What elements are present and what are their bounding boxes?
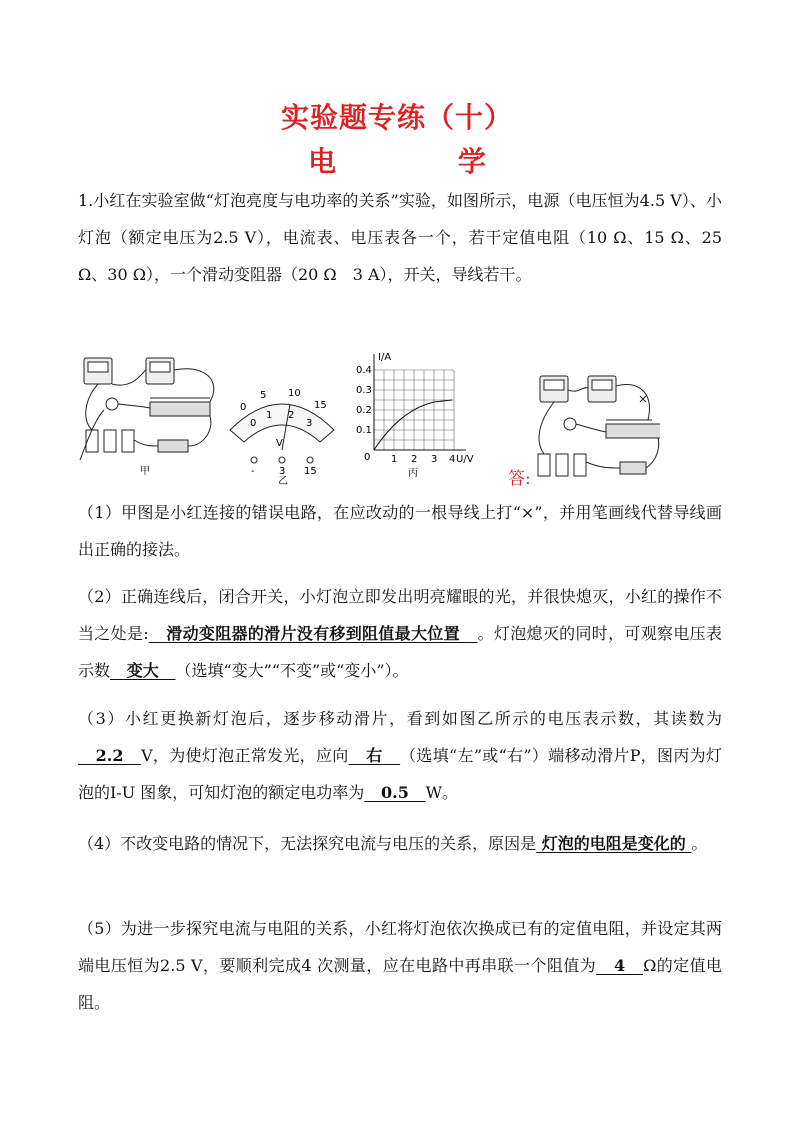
- voltmeter-tick-top-10: 10: [288, 388, 301, 399]
- iu-xtick-1: 2: [411, 454, 418, 465]
- circuit-diagram-jia: [74, 350, 224, 486]
- iu-origin: 0: [364, 452, 371, 463]
- iu-xtick-3: 4: [449, 454, 456, 465]
- part-2-text-c: （选填“变大”“不变”或“变小”）。: [175, 661, 409, 680]
- question-part-1: （1）甲图是小红连接的错误电路，在应改动的一根导线上打“×”，并用笔画线代替导线画出正确的接法。: [78, 503, 722, 559]
- figure-caption-yi: 乙: [278, 476, 288, 486]
- iu-ytick-2: 0.2: [356, 405, 372, 416]
- question-part-2: [78, 578, 722, 689]
- part-5-text-a: （5）为进一步探究电流与电阻的关系，小红将灯泡依次换成已有的定值电阻，并设定其两端电压恒为2.5 V，要顺利完成4 次测量，应在电路中再串联一个阻值为: [78, 919, 722, 975]
- page-subtitle: 电 学: [308, 145, 542, 178]
- answer-label: 答:: [508, 469, 531, 489]
- question-part-4: [78, 825, 722, 862]
- iu-xtick-2: 3: [431, 454, 438, 465]
- iu-xlabel: U/V: [456, 454, 474, 465]
- part-2-text-a: （2）正确连线后，闭合开关，小灯泡立即发出明亮耀眼的光，并很快熄灭，小红的操作不当之处是:: [78, 587, 722, 643]
- iu-graph-bing: [352, 350, 482, 486]
- voltmeter-tick-bottom-3: 3: [306, 418, 313, 429]
- iu-ytick-1: 0.3: [356, 385, 372, 396]
- voltmeter-tick-bottom-0: 0: [250, 418, 257, 429]
- circuit-diagram-answer: [520, 350, 660, 486]
- answer-4: 灯泡的电阻是变化的: [536, 834, 692, 853]
- figure-caption-bing: 丙: [408, 468, 418, 479]
- voltmeter-diagram-yi: [226, 384, 338, 486]
- answer-3-3: 0.5: [364, 783, 426, 802]
- answer-3-2: 右: [348, 746, 401, 765]
- page-title: 实验题专练（十）: [280, 101, 513, 134]
- part-4-text-b: 。: [691, 834, 708, 853]
- iu-ytick-3: 0.1: [356, 425, 372, 436]
- voltmeter-tick-bottom-1: 1: [266, 410, 273, 421]
- voltmeter-tick-top-0: 0: [240, 402, 247, 413]
- answer-3-1: 2.2: [78, 746, 142, 765]
- part-4-text-a: （4）不改变电路的情况下，无法探究电流与电压的关系，原因是: [78, 834, 537, 853]
- figure-row: [74, 350, 724, 489]
- voltmeter-unit: V: [276, 438, 283, 449]
- part-3-text-a: （3）小红更换新灯泡后，逐步移动滑片，看到如图乙所示的电压表示数，其读数为: [78, 709, 722, 728]
- part-5-text-b: Ω的定值电阻。: [78, 956, 722, 1012]
- voltmeter-terminal-3: 3: [279, 466, 286, 477]
- question-part-5: [78, 910, 722, 1021]
- voltmeter-tick-top-15: 15: [314, 400, 327, 411]
- part-2-text-b: 。灯泡熄灭的同时，可观察电压表示数: [78, 624, 722, 680]
- answer-2-2: 变大: [110, 661, 176, 680]
- iu-xtick-0: 1: [391, 454, 398, 465]
- part-3-text-d: W。: [425, 783, 459, 802]
- question-intro: 1.小红在实验室做“灯泡亮度与电功率的关系”实验，如图所示，电源（电压恒为4.5 V）、小灯泡（额定电压为2.5 V），电流表、电压表各一个，若干定值电阻（10 Ω、15 Ω、25 Ω、30 Ω），一个滑动变阻器（20 Ω 3 A），开关，导线若干。: [78, 191, 722, 284]
- voltmeter-terminal-minus: -: [251, 466, 255, 477]
- voltmeter-tick-bottom-2: 2: [288, 410, 295, 421]
- iu-curve: [374, 400, 452, 450]
- voltmeter-tick-top-5: 5: [260, 390, 267, 401]
- figure-caption-jia: 甲: [140, 466, 150, 477]
- question-part-3: [78, 700, 722, 811]
- iu-ytick-0: 0.4: [356, 365, 372, 376]
- answer-5: 4: [596, 956, 644, 975]
- part-3-text-b: V，为使灯泡正常发光，应向: [141, 746, 349, 765]
- iu-ylabel: I/A: [378, 352, 392, 363]
- part-3-text-c: （选填“左”或“右”）端移动滑片P，图丙为灯泡的I-U 图象，可知灯泡的额定电功率为: [78, 746, 722, 802]
- answer-2-1: 滑动变阻器的滑片没有移到阻值最大位置: [148, 624, 478, 643]
- voltmeter-terminal-15: 15: [304, 466, 317, 477]
